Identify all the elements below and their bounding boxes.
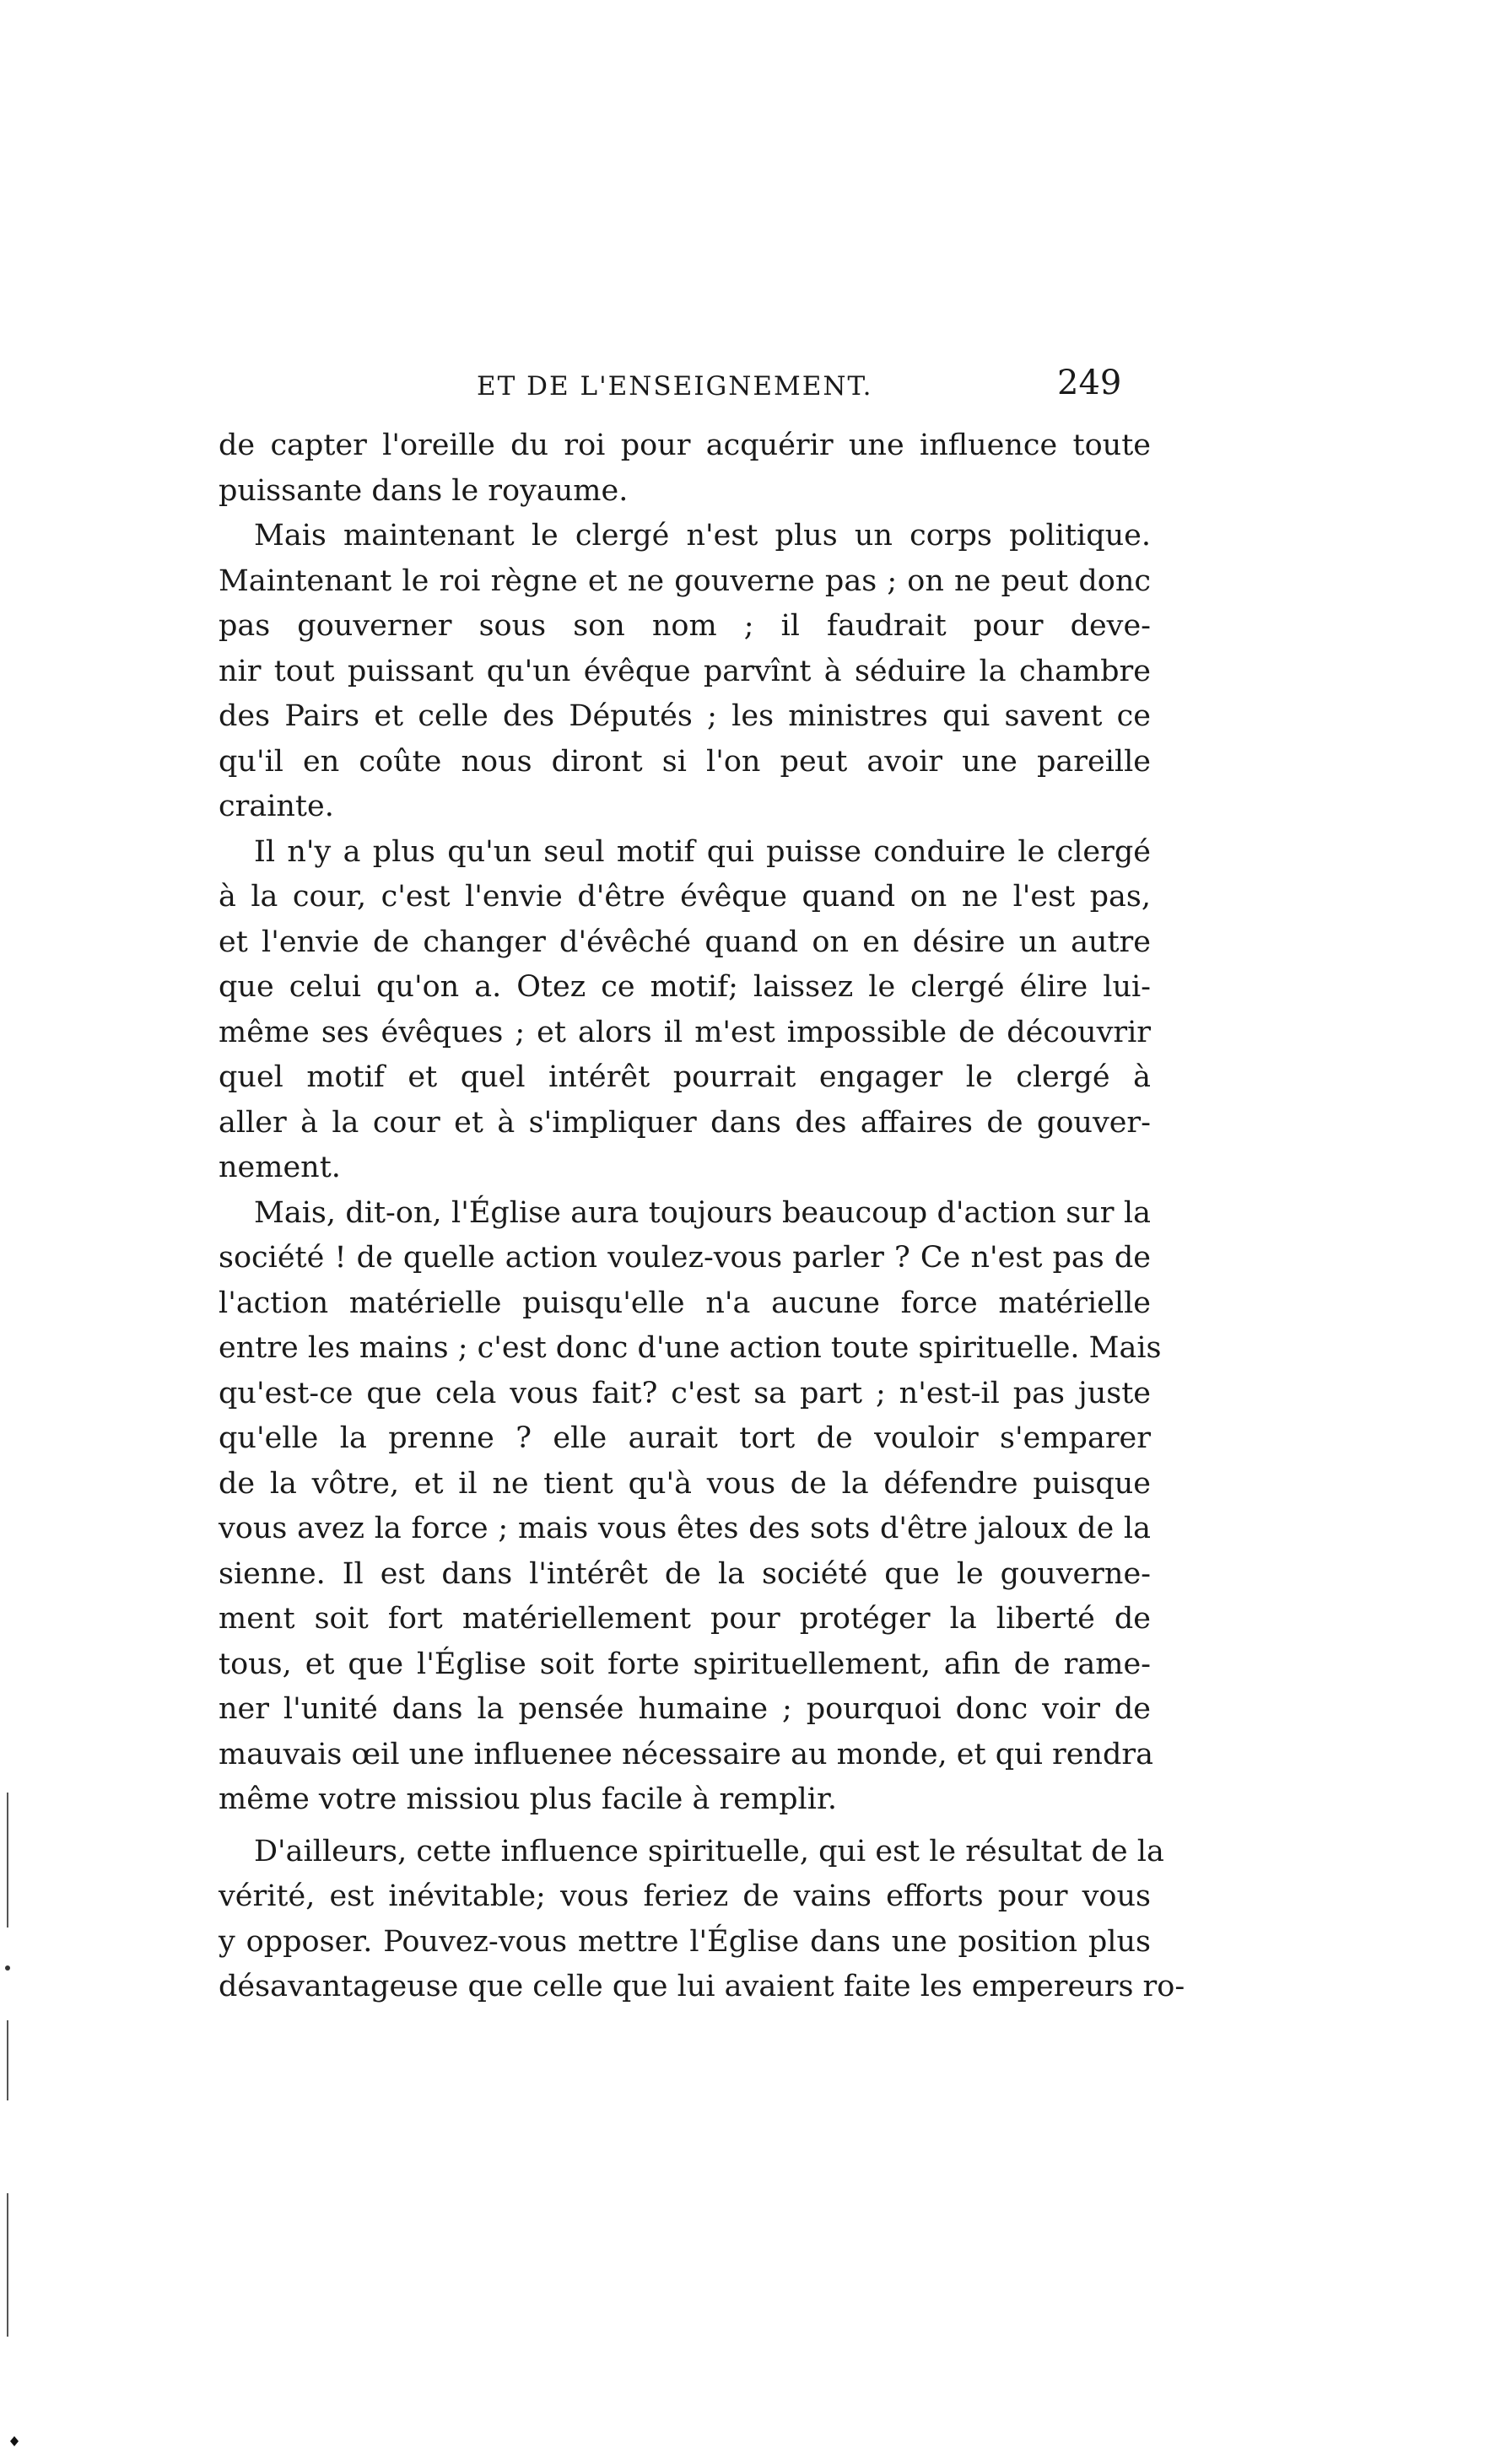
page-number: 249	[1057, 364, 1122, 402]
text-line: même votre missiou plus facile à remplir.	[219, 1782, 837, 1816]
text-line: entre les mains ; c'est donc d'une action toute spirituelle. Mais	[219, 1331, 1162, 1365]
text-line: qu'il en coûte nous diront si l'on peut avoir une pareille	[219, 744, 1151, 779]
text-line: nement.	[219, 1151, 341, 1184]
text-line: puissante dans le royaume.	[219, 473, 629, 508]
text-line: sienne. Il est dans l'intérêt de la société que le gouverne-	[219, 1556, 1151, 1591]
text-line: Il n'y a plus qu'un seul motif qui puisse conduire le clergé	[254, 834, 1151, 869]
text-line: tous, et que l'Église soit forte spirituellement, afin de rame-	[219, 1647, 1151, 1681]
text-line: quel motif et quel intérêt pourrait engager le clergé à	[219, 1060, 1151, 1094]
text-line: que celui qu'on a. Otez ce motif; laissez le clergé élire lui-	[219, 970, 1151, 1004]
paragraph	[219, 514, 1151, 830]
scan-margin-rule	[7, 1793, 8, 1928]
text-line: qu'est-ce que cela vous fait? c'est sa part ; n'est-il pas juste	[219, 1376, 1151, 1410]
text-line: ner l'unité dans la pensée humaine ; pourquoi donc voir de	[219, 1692, 1151, 1726]
text-line: société ! de quelle action voulez-vous parler ? Ce n'est pas de	[219, 1241, 1151, 1275]
text-line: y opposer. Pouvez-vous mettre l'Église dans une position plus	[219, 1924, 1151, 1959]
text-line: l'action matérielle puisqu'elle n'a aucune force matérielle	[219, 1286, 1151, 1320]
text-line: même ses évêques ; et alors il m'est impossible de découvrir	[219, 1015, 1151, 1049]
paragraph	[219, 830, 1151, 1191]
text-line: pas gouverner sous son nom ; il faudrait pour deve-	[219, 609, 1151, 643]
paragraph-continuation	[219, 423, 1151, 514]
text-line: et l'envie de changer d'évêché quand on en désire un autre	[219, 925, 1151, 959]
text-line: des Pairs et celle des Députés ; les ministres qui savent ce	[219, 699, 1151, 733]
running-head: ET DE L'ENSEIGNEMENT.	[477, 371, 873, 402]
text-line: Mais, dit-on, l'Église aura toujours beaucoup d'action sur la	[254, 1195, 1151, 1230]
paragraph	[219, 1191, 1162, 1823]
scan-bottom-mark	[10, 2436, 19, 2446]
text-line: mauvais œil une influenee nécessaire au monde, et qui rendra	[219, 1737, 1153, 1771]
scan-margin-dot	[5, 1965, 10, 1971]
text-line: vous avez la force ; mais vous êtes des sots d'être jaloux de la	[219, 1512, 1151, 1545]
text-line: crainte.	[219, 790, 334, 823]
text-line: D'ailleurs, cette influence spirituelle, qui est le résultat de la	[254, 1834, 1164, 1868]
text-line: désavantageuse que celle que lui avaient faite les empereurs ro-	[219, 1970, 1185, 2003]
text-line: aller à la cour et à s'impliquer dans des affaires de gouver-	[219, 1105, 1151, 1140]
paragraph-gap	[219, 1823, 1151, 1830]
text-line: ment soit fort matériellement pour protéger la liberté de	[219, 1602, 1151, 1636]
body-text	[219, 423, 1185, 2010]
scan-margin-rule	[7, 2020, 8, 2100]
text-line: vérité, est inévitable; vous feriez de vains efforts pour vous	[219, 1879, 1151, 1913]
text-line: de capter l'oreille du roi pour acquérir une influence toute	[219, 429, 1151, 462]
text-line: de la vôtre, et il ne tient qu'à vous de la défendre puisque	[219, 1466, 1151, 1501]
scan-margin-rule	[7, 2193, 8, 2337]
text-line: à la cour, c'est l'envie d'être évêque quand on ne l'est pas,	[219, 880, 1151, 914]
text-line: Mais maintenant le clergé n'est plus un corps politique.	[254, 519, 1151, 553]
text-line: nir tout puissant qu'un évêque parvînt à séduire la chambre	[219, 654, 1151, 688]
text-line: qu'elle la prenne ? elle aurait tort de vouloir s'emparer	[219, 1421, 1151, 1455]
paragraph	[219, 1830, 1185, 2010]
text-line: Maintenant le roi règne et ne gouverne pas ; on ne peut donc	[219, 563, 1151, 598]
